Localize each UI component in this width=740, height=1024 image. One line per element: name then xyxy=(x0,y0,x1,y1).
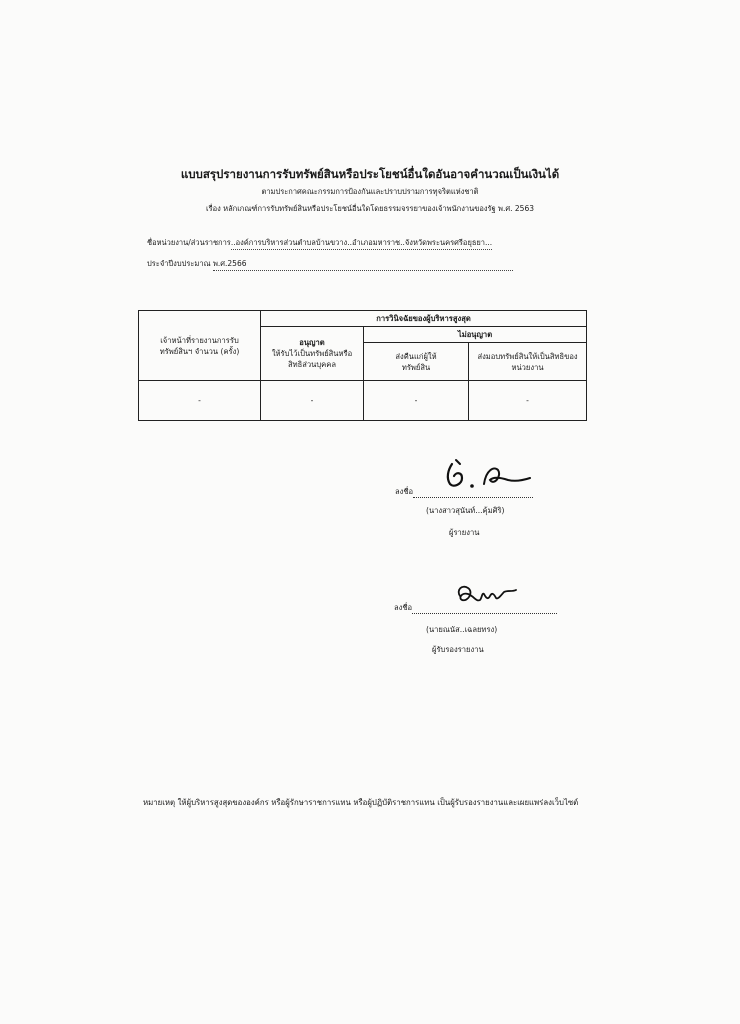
fiscal-year-label: ประจำปีงบประมาณ xyxy=(147,259,211,268)
signature-2-line xyxy=(394,602,557,614)
agency-value: ..องค์การบริหารส่วนตำบลบ้านขวาง..อำเภอมหาราช..จังหวัดพระนครศรีอยุธยา... xyxy=(231,237,492,250)
table-cell-approved: - xyxy=(261,381,364,421)
signature-1-role: ผู้รายงาน xyxy=(449,528,480,537)
agency-field xyxy=(147,237,582,250)
signature-1-name: (นางสาวสุนันท์...คุ้มศิริ) xyxy=(426,506,505,515)
document-subtitle-1: ตามประกาศคณะกรรมการป้องกันและปราบปรามการทุจริตแห่งชาติ xyxy=(261,187,479,196)
signature-2-label: ลงชื่อ xyxy=(394,603,413,612)
transfer-to-agency-header: ส่งมอบทรัพย์สินให้เป็นสิทธิของหน่วยงาน xyxy=(469,343,587,381)
not-approved-header: ไม่อนุญาต xyxy=(364,327,587,343)
table-cell-transfer: - xyxy=(469,381,587,421)
signature-2-role: ผู้รับรองรายงาน xyxy=(432,645,484,654)
footnote: หมายเหตุ ให้ผู้บริหารสูงสุดขององค์กร หรือผู้รักษาราชการแทน หรือผู้ปฏิบัติราชการแทน เป็นผู้รับรองรายงานและเผยแพร่ลงเว็บไซต์ xyxy=(143,798,579,807)
approved-desc: ให้รับไว้เป็นทรัพย์สินหรือสิทธิส่วนบุคคล xyxy=(271,349,353,369)
fiscal-year-field xyxy=(147,258,582,271)
return-to-giver-header: ส่งคืนแก่ผู้ให้ทรัพย์สิน xyxy=(364,343,469,381)
reports-count-header: เจ้าหน้าที่รายงานการรับทรัพย์สินฯ จำนวน (ครั้ง) xyxy=(139,311,261,381)
fiscal-year-value: พ.ศ.2566 xyxy=(213,258,513,271)
agency-label: ชื่อหน่วยงาน/ส่วนราชการ xyxy=(147,238,231,247)
signature-2-name: (นายณนัส..เฉลยทรง) xyxy=(426,625,498,634)
decision-header: การวินิจฉัยของผู้บริหารสูงสุด xyxy=(261,311,587,327)
document-title: แบบสรุปรายงานการรับทรัพย์สินหรือประโยชน์อื่นใดอันอาจคำนวณเป็นเงินได้ xyxy=(180,167,560,181)
table-cell-return: - xyxy=(364,381,469,421)
summary-table xyxy=(138,310,587,421)
document-subtitle-2: เรื่อง หลักเกณฑ์การรับทรัพย์สินหรือประโยชน์อื่นใดโดยธรรมจรรยาของเจ้าพนักงานของรัฐ พ.ศ. 2563 xyxy=(206,204,534,213)
signature-1-line xyxy=(395,486,533,498)
approved-header: อนุญาต xyxy=(299,338,325,347)
approved-cell xyxy=(261,327,364,381)
table-cell-count: - xyxy=(139,381,261,421)
signature-1-label: ลงชื่อ xyxy=(395,487,414,496)
